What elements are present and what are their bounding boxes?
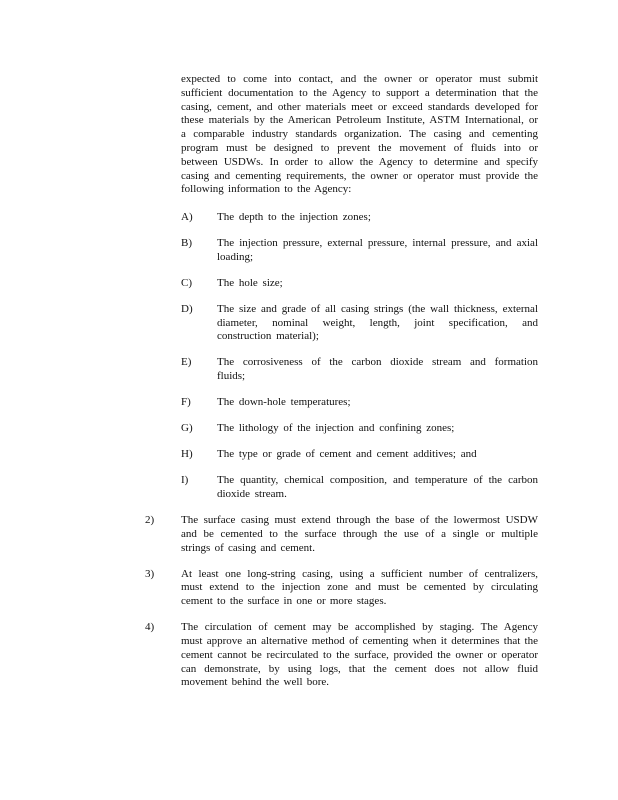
list-item — [145, 621, 538, 690]
list-item — [181, 277, 538, 291]
list-item-text: The circulation of cement may be accomplished by staging. The Agency must approve an alternative method of cementing when it determines that the cement cannot be recirculated to the surface, provided the owner or operator can demonstrate, by using logs, that the cement does not allow fluid movement behind the well bore. — [181, 621, 538, 689]
list-item-label: H) — [181, 448, 193, 461]
list-item — [181, 422, 538, 436]
list-item — [145, 568, 538, 609]
list-item-text: The surface casing must extend through the base of the lowermost USDW and be cemented to the surface through the use of a single or multiple strings of casing and cement. — [181, 514, 538, 554]
list-item-label: I) — [181, 474, 189, 487]
list-item-text: The depth to the injection zones; — [217, 211, 371, 223]
list-item — [181, 356, 538, 384]
list-item-text: The lithology of the injection and confining zones; — [217, 422, 455, 435]
list-item-label: D) — [181, 302, 193, 315]
numbered-requirements-list — [145, 514, 538, 702]
list-item-text: The size and grade of all casing strings (the wall thickness, external diameter, nominal weight, length, joint specification, and construction material); — [217, 302, 538, 343]
list-item-text: The quantity, chemical composition, and temperature of the carbon dioxide stream. — [217, 474, 538, 500]
casing-info-list — [181, 211, 538, 514]
list-item-label: 3) — [145, 567, 155, 580]
intro-paragraph: expected to come into contact, and the owner or operator must submit sufficient documentation to the Agency to support a determination that the casing, cement, and other materials meet or exceed standards developed for these materials by the American Petroleum Institute, ASTM International, or a comparable industry standards organization. The casing and cementing program must be designed to prevent the movement of fluids into or between USDWs. In order to allow the Agency to determine and specify casing and cementing requirements, the owner or operator must provide the following information to the Agency: — [181, 73, 538, 196]
list-item — [181, 303, 538, 344]
list-item-text: The down-hole temperatures; — [217, 396, 351, 409]
list-item — [181, 237, 538, 265]
list-item-label: B) — [181, 236, 192, 249]
list-item-text: The type or grade of cement and cement additives; and — [217, 448, 477, 461]
list-item — [181, 448, 538, 462]
list-item-label: C) — [181, 276, 192, 289]
list-item-label: F) — [181, 396, 191, 409]
list-item — [181, 211, 538, 225]
list-item-text: At least one long-string casing, using a sufficient number of centralizers, must extend to the injection zone and must be cemented by circulating cement to the surface in one or more stages. — [181, 567, 538, 608]
list-item-label: 2) — [145, 514, 155, 526]
list-item-label: E) — [181, 356, 192, 369]
list-item — [181, 396, 538, 410]
list-item-text: The corrosiveness of the carbon dioxide stream and formation fluids; — [217, 356, 538, 383]
list-item — [181, 474, 538, 502]
list-item-label: 4) — [145, 621, 155, 634]
list-item-text: The hole size; — [217, 276, 283, 289]
list-item-label: A) — [181, 211, 193, 223]
list-item — [145, 514, 538, 555]
list-item-label: G) — [181, 422, 193, 435]
list-item-text: The injection pressure, external pressure, internal pressure, and axial loading; — [217, 236, 538, 263]
